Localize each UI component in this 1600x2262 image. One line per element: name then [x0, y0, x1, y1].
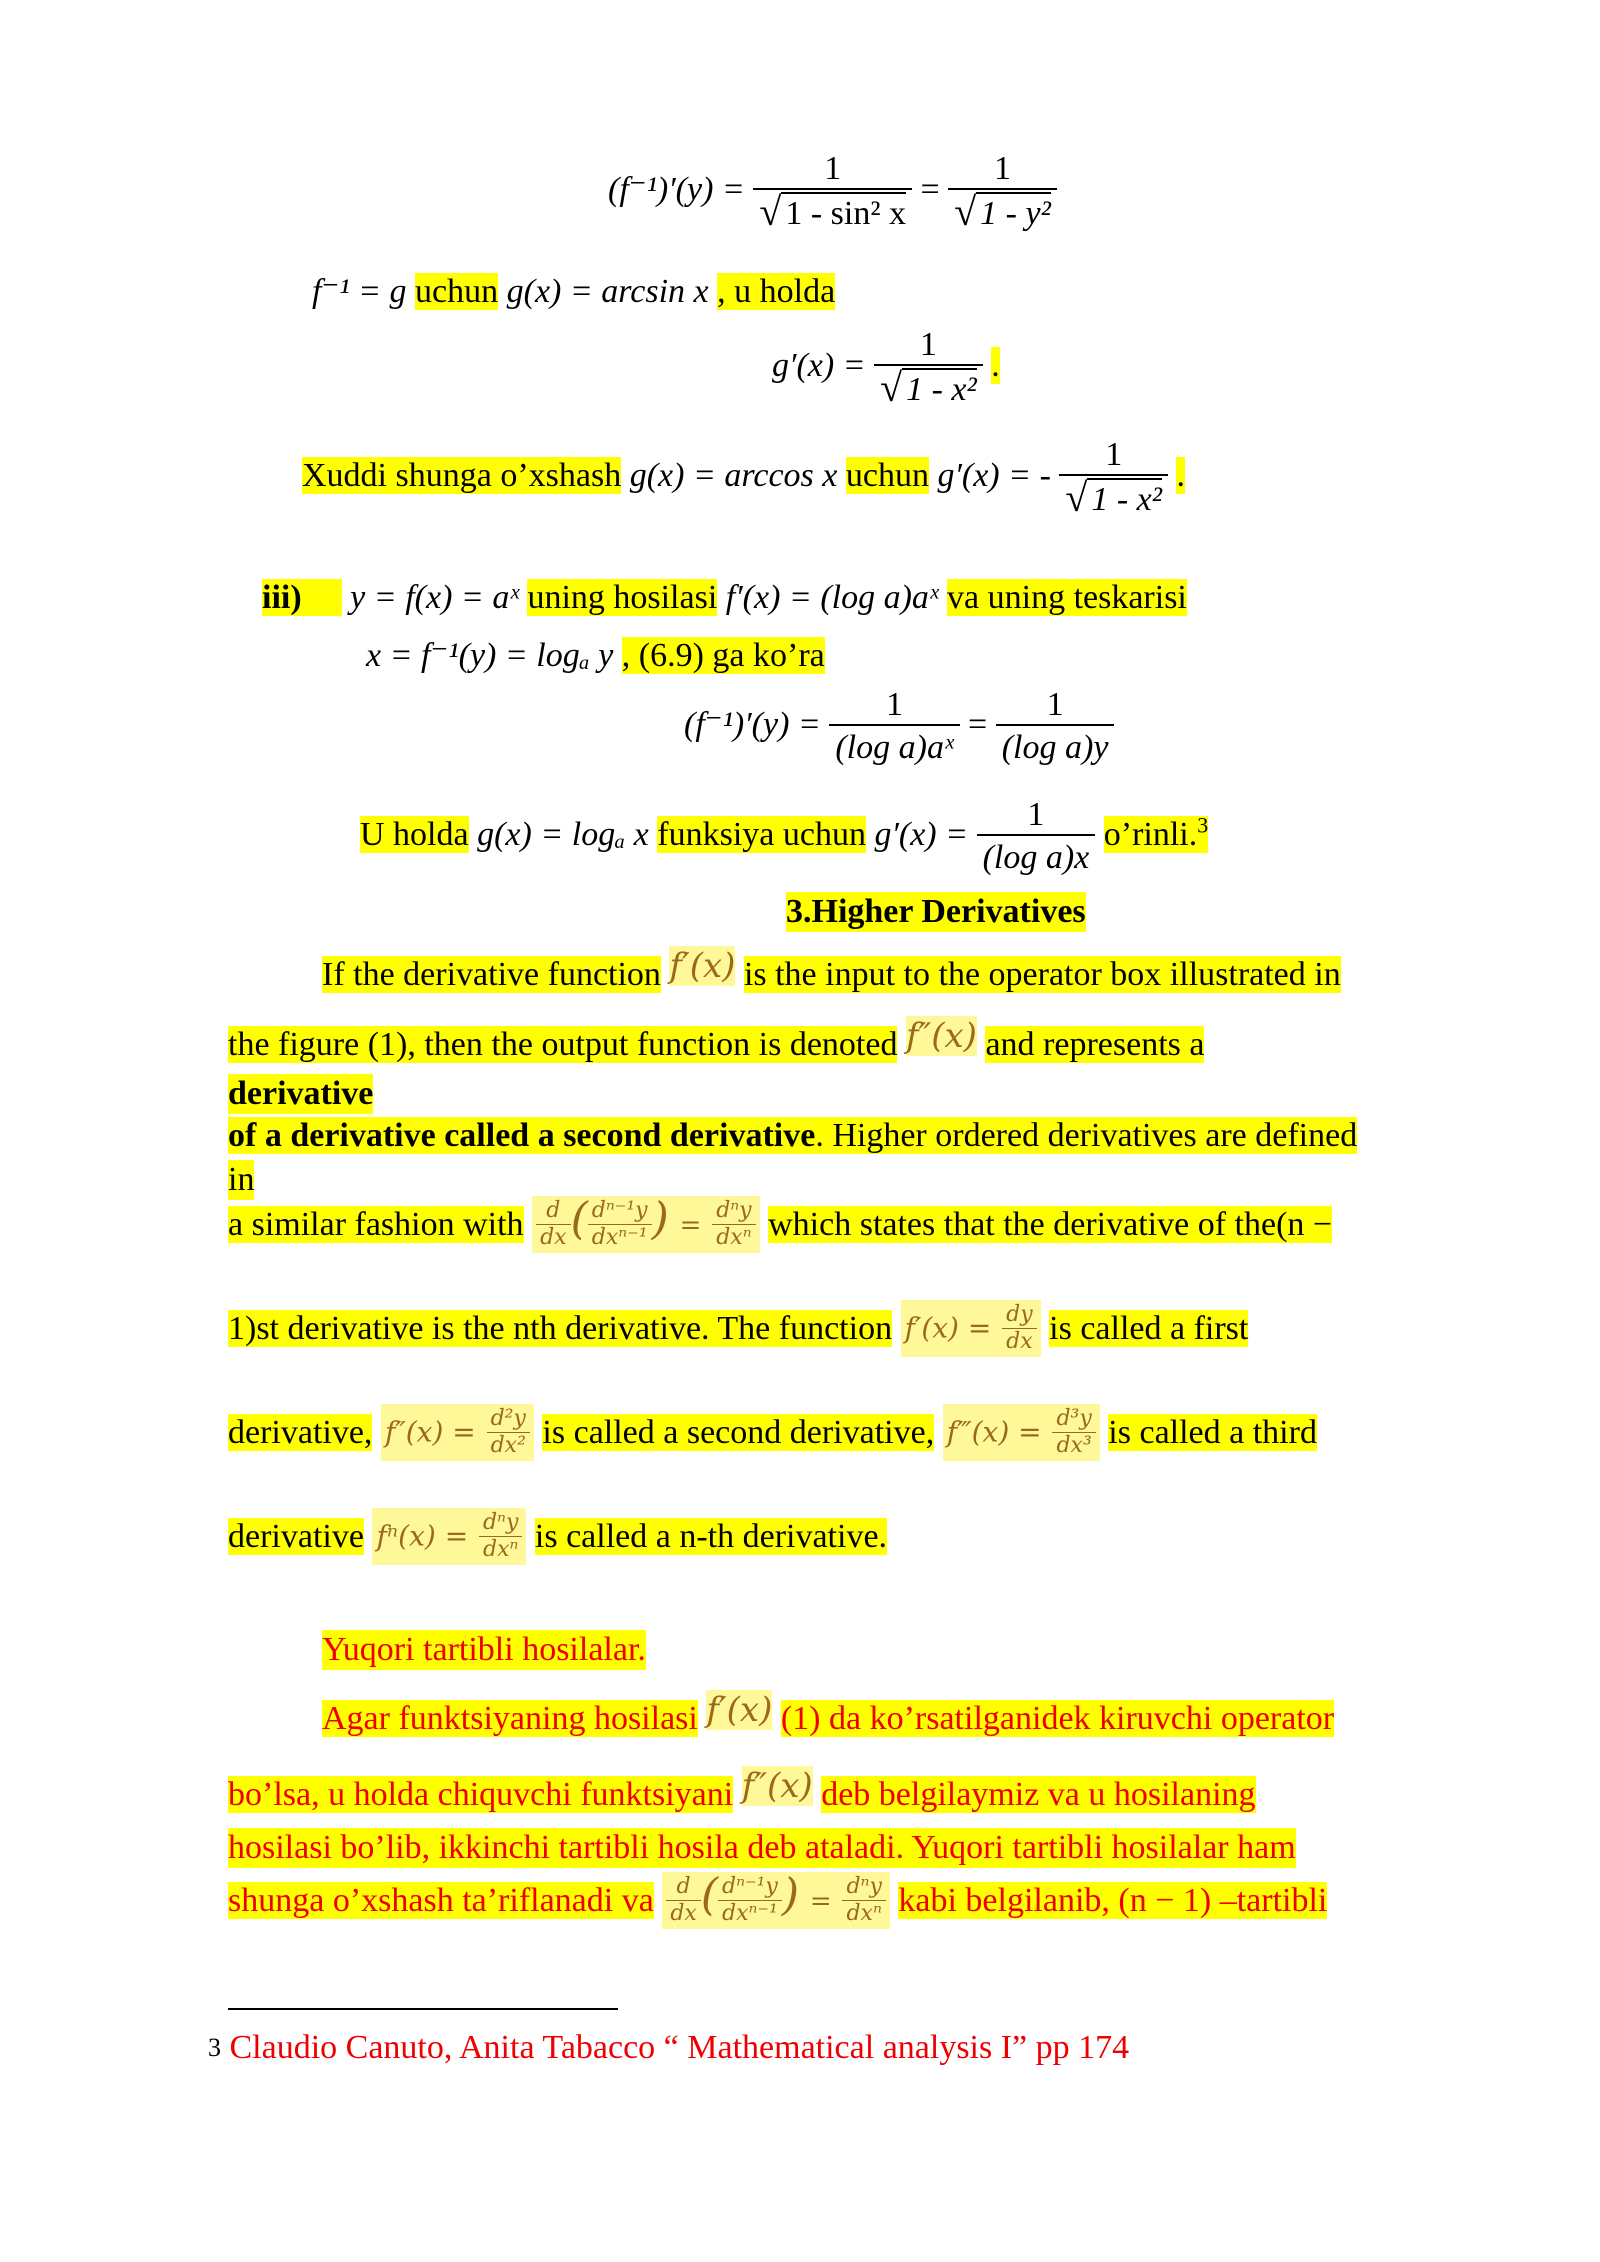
en-line-7: 1)st derivative is the nth derivative. The function f′(x) = $\frac{dy}{dx}$ is called a first — [228, 1300, 1248, 1357]
line-exponential: iii) y = f(x) = aˣ uning hosilasi f′(x) = (log a)aˣ va uning teskarisi — [262, 579, 1187, 616]
sqrt-icon: √ — [880, 365, 903, 410]
en-line-9: derivative fⁿ(x) = $\frac{\text{dⁿy}}{\text{dxⁿ}}$ is called a n-th derivative. — [228, 1508, 887, 1565]
en-line-1: If the derivative function f′(x) is the input to the operator box illustrated in — [322, 946, 1341, 993]
en-line-4: of a derivative called a second derivative. Higher ordered derivatives are defined — [228, 1117, 1358, 1154]
equation-arcsin-derivative: g′(x) = $\frac{1}{\text{√ 1 - x²}}$ . — [772, 326, 1000, 410]
en-line-2: the figure (1), then the output function is denoted f″(x) and represents a — [228, 1016, 1205, 1063]
uz-line-3: hosilasi bo’lib, ikkinchi tartibli hosila deb ataladi. Yuqori tartibli hosilalar ham — [228, 1829, 1296, 1866]
equation-log-derivative: (f⁻¹)′(y) = $\frac{1}{\text{(log a)aˣ}}$ = $\frac{1}{\text{(log a)y}}$ — [684, 686, 1114, 768]
en-line-5: in — [228, 1161, 255, 1198]
uz-line-2: bo’lsa, u holda chiquvchi funktsiyani f″(x) deb belgilaymiz va u hosilaning — [228, 1766, 1256, 1813]
line-arcsin: f⁻¹ = g uchun g(x) = arcsin x , u holda — [312, 273, 836, 310]
formula-third-derivative: f‴(x) = $\frac{\text{d³y}}{\text{dx³}}$ — [943, 1404, 1100, 1461]
formula-fsecond-uz: f″(x) — [741, 1766, 813, 1806]
en-line-3: derivative — [228, 1075, 374, 1112]
formula-nth-derivative-def: fⁿ(x) = $\frac{\text{dⁿy}}{\text{dxⁿ}}$ — [372, 1508, 526, 1565]
uz-heading: Yuqori tartibli hosilalar. — [322, 1631, 646, 1668]
fraction-1: $\frac{1}{\text{√ 1 - sin² x}}$ — [753, 150, 912, 234]
footnote-ref[interactable]: 3 — [1197, 812, 1209, 838]
sqrt-icon: √ — [1065, 475, 1088, 520]
formula-fprime-uz: f′(x) — [706, 1690, 773, 1730]
footnote-mark: 3 — [208, 2033, 221, 2062]
line-log-function: U holda g(x) = logₐ x funksiya uchun g′(x) = $\frac{1}{\text{(log a)x}}$ o’rinli.$^3$ — [360, 796, 1209, 876]
uz-line-1: Agar funktsiyaning hosilasi f′(x) (1) da ko’rsatilganidek kiruvchi operator — [322, 1690, 1335, 1737]
line-log-inverse: x = f⁻¹(y) = logₐ y , (6.9) ga ko’ra — [366, 637, 825, 674]
formula-nth-derivative: $\frac{d}{dx}$ ( $\frac{\text{dⁿ⁻¹y}}{\text{dxⁿ⁻¹}}$ ) = $\frac{\text{dⁿy}}{\text{dxⁿ}}$ — [532, 1196, 760, 1253]
formula-second-derivative: f″(x) = $\frac{\text{d²y}}{\text{dx²}}$ — [381, 1404, 534, 1461]
en-line-6: a similar fashion with $\frac{d}{dx}$ ( $\frac{\text{dⁿ⁻¹y}}{\text{dxⁿ⁻¹}}$ ) = $\frac{\text{dⁿy}}{\text{dxⁿ}}$ which states that the derivative of the(n − — [228, 1196, 1332, 1253]
formula-nth-derivative-uz: $\frac{d}{dx}$ ( $\frac{\text{dⁿ⁻¹y}}{\text{dxⁿ⁻¹}}$ ) = $\frac{\text{dⁿy}}{\text{dxⁿ}}$ — [662, 1872, 890, 1929]
uz-line-4: shunga o’xshash ta’riflanadi va $\frac{d}{dx}$ ( $\frac{\text{dⁿ⁻¹y}}{\text{dxⁿ⁻¹}}$ ) = $\frac{\text{dⁿy}}{\text{dxⁿ}}$ kabi belgilanib, (n − 1) –tartibli — [228, 1872, 1327, 1929]
fraction-2: $\frac{1}{\text{√ 1 - y²}}$ — [948, 150, 1057, 234]
footnote-separator — [228, 2008, 618, 2010]
item-label: iii) — [262, 579, 342, 616]
formula-fprime: f′(x) — [669, 946, 736, 986]
footnote-text: Claudio Canuto, Anita Tabacco “ Mathematical analysis I” pp 174 — [229, 2029, 1130, 2066]
line-arccos: Xuddi shunga o’xshash g(x) = arccos x uchun g′(x) = - $\frac{1}{\text{√ 1 - x²}}$ . — [302, 436, 1185, 520]
sqrt-icon: √ — [954, 189, 977, 234]
sqrt-icon: √ — [759, 189, 782, 234]
footnote — [208, 2028, 1129, 2068]
equation-inverse-sin: (f⁻¹)′(y) = $\frac{1}{\text{√ 1 - sin² x}}$ = $\frac{1}{\text{√ 1 - y²}}$ — [608, 150, 1057, 234]
eq-lhs: (f⁻¹)′(y) = — [608, 170, 745, 208]
formula-first-derivative: f′(x) = $\frac{dy}{dx}$ — [901, 1300, 1041, 1357]
heading-higher-derivatives: 3.Higher Derivatives — [786, 893, 1086, 930]
en-line-8: derivative, f″(x) = $\frac{\text{d²y}}{\text{dx²}}$ is called a second derivative, f‴(x) = $\frac{\text{d³y}}{\text{dx³}}$ is called a third — [228, 1404, 1317, 1461]
formula-fsecond: f″(x) — [905, 1016, 977, 1056]
